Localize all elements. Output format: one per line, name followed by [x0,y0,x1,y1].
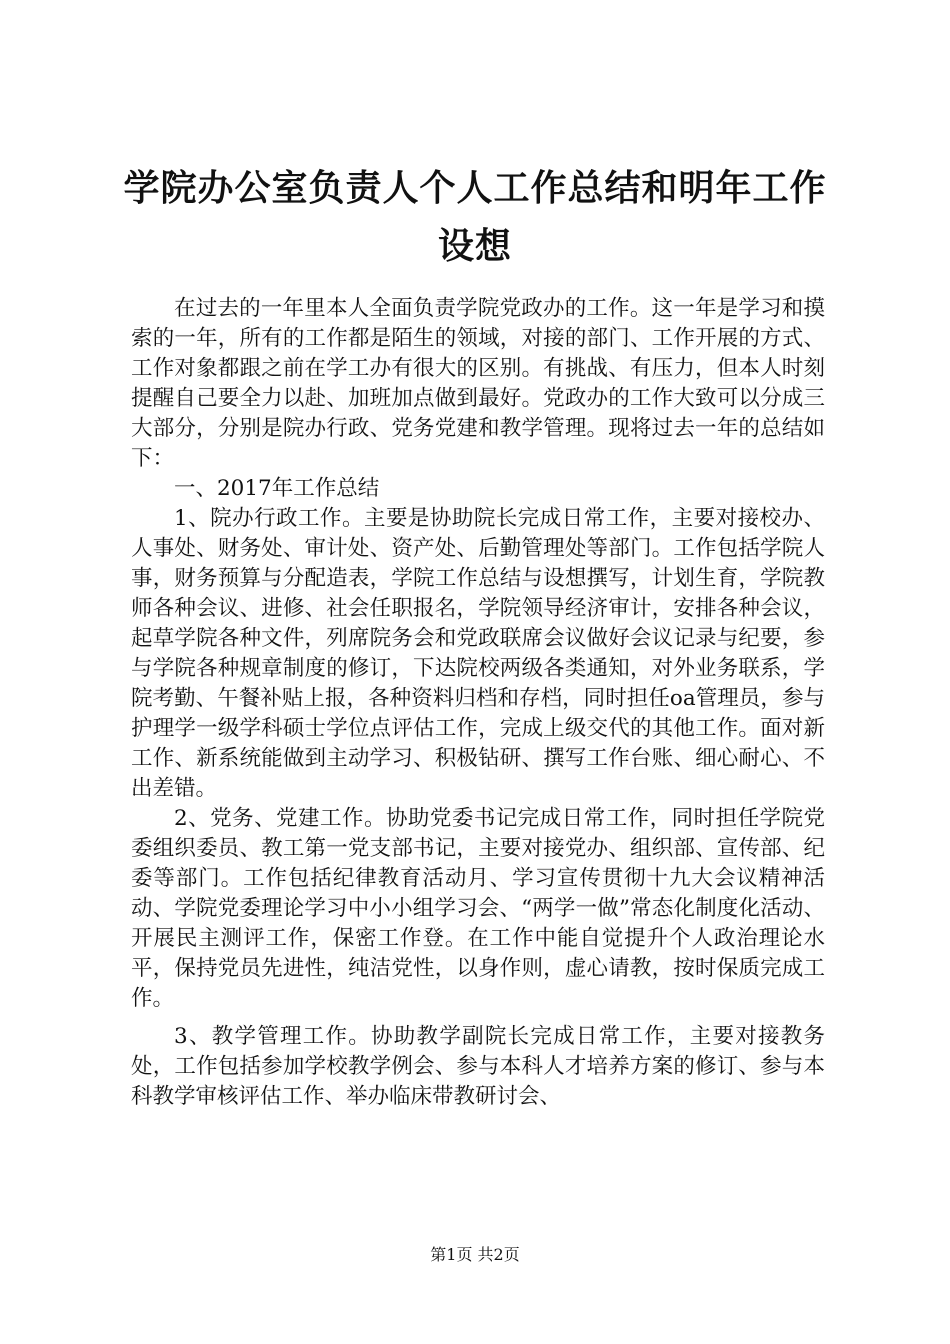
page-number-footer: 第1页 共2页 [430,1245,520,1264]
document-body [131,294,825,1112]
paragraph-intro: 在过去的一年里本人全面负责学院党政办的工作。这一年是学习和摸索的一年，所有的工作都是陌生的领域，对接的部门、工作开展的方式、工作对象都跟之前在学工办有很大的区别。有挑战、有压力，但本人时刻提醒自己要全力以赴、加班加点做到最好。党政办的工作大致可以分成三大部分，分别是院办行政、党务党建和教学管理。现将过去一年的总结如下： [131,296,825,471]
paragraph-party-work: 2、党务、党建工作。协助党委书记完成日常工作，同时担任学院党委组织委员、教工第一党支部书记，主要对接党办、组织部、宣传部、纪委等部门。工作包括纪律教育活动月、学习宣传贯彻十九大会议精神活动、学院党委理论学习中小小组学习会、“两学一做”常态化制度化活动、开展民主测评工作，保密工作登。在工作中能自觉提升个人政治理论水平，保持党员先进性，纯洁党性，以身作则，虚心请教，按时保质完成工作。 [131,806,825,1011]
document-title: 学院办公室负责人个人工作总结和明年工作设想 [123,168,827,267]
paragraph-teaching-work: 3、教学管理工作。协助教学副院长完成日常工作，主要对接教务处，工作包括参加学校教学例会、参与本科人才培养方案的修订、参与本科教学审核评估工作、举办临床带教研讨会、 [131,1024,825,1109]
paragraph-admin-work: 1、院办行政工作。主要是协助院长完成日常工作，主要对接校办、人事处、财务处、审计处、资产处、后勤管理处等部门。工作包括学院人事，财务预算与分配造表，学院工作总结与设想撰写，计划生育，学院教师各种会议、进修、社会任职报名，学院领导经济审计，安排各种会议，起草学院各种文件，列席院务会和党政联席会议做好会议记录与纪要，参与学院各种规章制度的修订，下达院校两级各类通知，对外业务联系，学院考勤、午餐补贴上报，各种资料归档和存档，同时担任oa管理员，参与护理学一级学科硕士学位点评估工作，完成上级交代的其他工作。面对新工作、新系统能做到主动学习、积极钻研、撰写工作台账、细心耐心、不出差错。 [131,506,825,801]
section-heading: 一、2017年工作总结 [174,476,380,501]
